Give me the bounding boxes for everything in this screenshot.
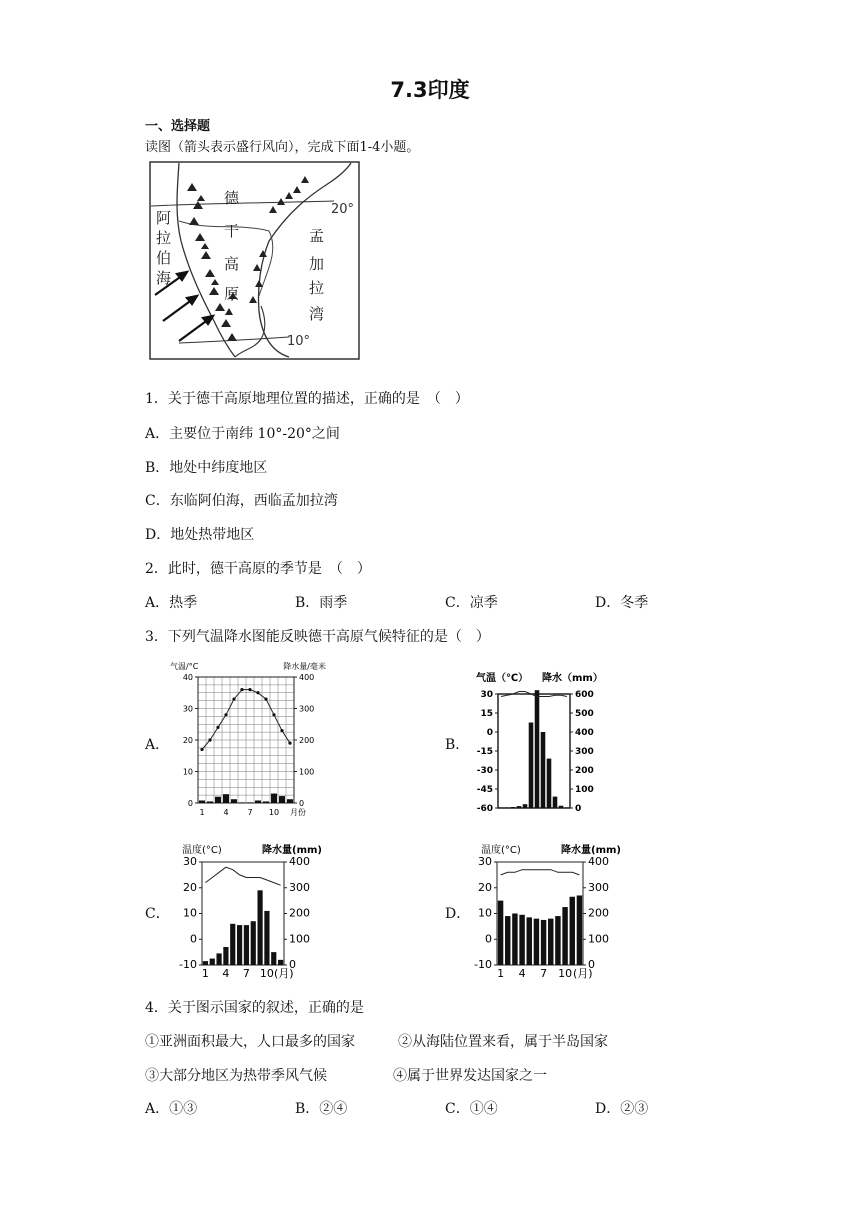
precip-tick-label: 200 xyxy=(299,736,315,745)
map-label-meng: 孟 xyxy=(309,227,325,245)
map-label-de: 德 xyxy=(224,189,240,207)
month-tick-label: 10 xyxy=(259,967,274,980)
month-tick-label: 4 xyxy=(222,967,230,980)
precip-bar xyxy=(255,800,261,803)
map-label-gao: 高 xyxy=(224,255,240,273)
precip-bar xyxy=(210,959,215,965)
temp-point xyxy=(240,688,243,691)
precip-tick-label: 200 xyxy=(575,766,594,776)
question-4-statement-3: ③大部分地区为热带季风气候 xyxy=(145,1068,327,1084)
question-4-option-d[interactable]: D．②③ xyxy=(595,1101,649,1117)
map-label-la2: 拉 xyxy=(309,279,325,297)
precip-bar xyxy=(577,895,582,965)
precip-bar xyxy=(230,924,235,965)
map-label-jia: 加 xyxy=(309,255,325,273)
precip-bar xyxy=(548,919,553,965)
precip-bar xyxy=(223,947,228,965)
temp-tick-label: 20 xyxy=(183,880,197,894)
chart-d-ylabel-right: 降水量(mm) xyxy=(561,845,621,856)
precip-bar xyxy=(251,921,256,965)
month-tick-label: 10 xyxy=(558,967,573,980)
precip-tick-label: 400 xyxy=(575,728,594,738)
temp-tick-label: 10 xyxy=(182,767,193,777)
question-1-option-a[interactable]: A．主要位于南纬 10°-20°之间 xyxy=(145,426,340,442)
temp-point xyxy=(224,713,227,716)
precip-bar xyxy=(264,911,269,965)
map-label-la: 拉 xyxy=(156,229,172,247)
chart-a-ylabel-right: 降水量/毫米 xyxy=(283,662,326,671)
precip-bar xyxy=(559,806,564,808)
question-4-statement-4: ④属于世界发达国家之一 xyxy=(393,1068,547,1084)
precip-bar xyxy=(541,732,546,808)
temp-tick-label: 30 xyxy=(183,855,197,868)
temp-point xyxy=(256,691,259,694)
temp-point xyxy=(208,738,211,741)
precip-bar xyxy=(263,801,269,803)
precip-bar xyxy=(207,801,213,803)
month-tick-label: 1 xyxy=(201,967,209,980)
temp-tick-label: 20 xyxy=(182,736,193,745)
month-tick-label: 7 xyxy=(242,967,250,980)
question-3-label-b[interactable]: B． xyxy=(445,737,470,753)
chart-b-ylabel-left: 气温（℃） xyxy=(476,673,529,684)
map-label-a: 阿 xyxy=(156,209,172,227)
lat-20-label: 20° xyxy=(331,202,355,217)
instruction-text: 读图（箭头表示盛行风向），完成下面1-4小题。 xyxy=(145,140,420,155)
precip-tick-label: 0 xyxy=(588,958,595,971)
temp-point xyxy=(200,748,203,751)
precip-bar xyxy=(519,915,524,965)
precip-bar xyxy=(203,961,208,965)
precip-bar xyxy=(239,802,245,803)
temp-tick-label: 15 xyxy=(480,709,493,719)
question-2-option-a[interactable]: A．热季 xyxy=(145,595,198,611)
precip-tick-label: 300 xyxy=(588,880,609,894)
precip-bar xyxy=(505,916,510,965)
section-heading: 一、选择题 xyxy=(145,119,211,134)
precip-bar xyxy=(562,907,567,965)
temp-tick-label: 30 xyxy=(478,855,492,868)
question-3-label-c[interactable]: C． xyxy=(145,906,170,922)
temp-tick-label: 20 xyxy=(478,880,492,894)
question-4-option-a[interactable]: A．①③ xyxy=(145,1101,198,1117)
temp-point xyxy=(264,697,267,700)
month-tick-label: 4 xyxy=(223,808,229,817)
plot-frame xyxy=(498,694,570,808)
x-axis-label: 月份 xyxy=(290,808,306,817)
precip-bar xyxy=(237,925,242,965)
question-3-label-d[interactable]: D． xyxy=(445,906,471,922)
temp-tick-label: 0 xyxy=(190,932,197,946)
temp-tick-label: -10 xyxy=(474,958,492,971)
question-1-option-b[interactable]: B．地处中纬度地区 xyxy=(145,460,268,476)
temp-point xyxy=(280,729,283,732)
x-axis-label: (月) xyxy=(573,967,593,980)
temp-point xyxy=(248,688,251,691)
precip-bar xyxy=(271,952,276,965)
question-4-stem: 4．关于图示国家的叙述，正确的是 xyxy=(145,1000,364,1016)
map-label-gan: 干 xyxy=(224,222,240,240)
temp-tick-label: -60 xyxy=(476,804,493,814)
precip-tick-label: 100 xyxy=(299,767,315,777)
precip-bar xyxy=(527,917,532,965)
temp-tick-label: -30 xyxy=(476,766,493,776)
precip-bar xyxy=(279,796,285,803)
precip-bar xyxy=(498,901,503,965)
precip-bar xyxy=(565,807,570,808)
temp-point xyxy=(232,697,235,700)
precip-bar xyxy=(555,916,560,965)
temp-tick-label: 10 xyxy=(183,906,197,920)
precip-bar xyxy=(547,759,552,808)
question-2-option-b[interactable]: B．雨季 xyxy=(295,595,348,611)
india-map xyxy=(149,161,361,361)
month-tick-label: 4 xyxy=(518,967,526,980)
precip-bar xyxy=(271,794,277,803)
chart-c-ylabel-left: 温度(°C) xyxy=(182,845,222,856)
precip-bar xyxy=(535,690,540,808)
precip-tick-label: 0 xyxy=(299,799,305,808)
map-label-bo: 伯 xyxy=(156,249,172,267)
precip-bar xyxy=(231,799,237,803)
temp-tick-label: 10 xyxy=(478,906,492,920)
temp-tick-label: 0 xyxy=(486,728,493,738)
question-1-option-c[interactable]: C．东临阿伯海，西临孟加拉湾 xyxy=(145,493,338,509)
climate-chart-d[interactable] xyxy=(471,840,621,985)
precip-bar xyxy=(257,890,262,965)
chart-b-ylabel-right: 降水（mm） xyxy=(542,673,603,684)
temp-tick-label: 0 xyxy=(187,799,193,808)
precip-tick-label: 400 xyxy=(299,673,315,682)
question-1-stem: 1．关于德干高原地理位置的描述，正确的是 （ ） xyxy=(145,391,469,407)
precip-tick-label: 100 xyxy=(289,932,310,946)
page-title: 7.3印度 xyxy=(390,78,470,102)
temp-tick-label: -15 xyxy=(476,747,493,757)
month-tick-label: 10 xyxy=(268,808,280,817)
precip-tick-label: 400 xyxy=(289,855,310,868)
precip-tick-label: 0 xyxy=(575,804,582,814)
map-label-yuan: 原 xyxy=(224,285,240,303)
temp-tick-label: 30 xyxy=(480,690,493,700)
temp-tick-label: 40 xyxy=(182,673,193,682)
question-2-option-c[interactable]: C．凉季 xyxy=(445,595,498,611)
question-2-option-d[interactable]: D．冬季 xyxy=(595,595,649,611)
map-label-wan: 湾 xyxy=(309,305,325,323)
precip-bar xyxy=(505,807,510,808)
precip-bar xyxy=(215,797,221,803)
precip-bar xyxy=(199,800,205,803)
precip-bar xyxy=(553,797,558,808)
precip-bar xyxy=(529,723,534,809)
climate-chart-c[interactable] xyxy=(172,840,322,985)
month-tick-label: 7 xyxy=(540,967,548,980)
precip-bar xyxy=(534,919,539,965)
precip-tick-label: 400 xyxy=(588,855,609,868)
precip-bar xyxy=(216,953,221,965)
lat-10-label: 10° xyxy=(287,334,311,349)
precip-tick-label: 0 xyxy=(289,958,296,971)
temp-tick-label: 30 xyxy=(182,704,193,714)
temp-line xyxy=(501,870,580,875)
chart-c-ylabel-right: 降水量(mm) xyxy=(262,845,322,856)
temp-point xyxy=(288,742,291,745)
temp-tick-label: -10 xyxy=(179,958,197,971)
precip-bar xyxy=(511,807,516,808)
precip-tick-label: 300 xyxy=(289,880,310,894)
precip-bar xyxy=(223,794,229,803)
question-3-label-a[interactable]: A． xyxy=(145,737,170,753)
precip-tick-label: 200 xyxy=(289,906,310,920)
temp-point xyxy=(216,726,219,729)
precip-tick-label: 300 xyxy=(299,704,315,714)
precip-bar xyxy=(499,807,504,808)
precip-bar xyxy=(570,897,575,965)
precip-bar xyxy=(247,802,253,803)
question-2-stem: 2．此时，德干高原的季节是 （ ） xyxy=(145,561,371,577)
question-4-statement-2: ②从海陆位置来看，属于半岛国家 xyxy=(398,1034,608,1050)
precip-bar xyxy=(244,925,249,965)
precip-tick-label: 200 xyxy=(588,906,609,920)
map-frame xyxy=(150,162,359,359)
map-label-hai: 海 xyxy=(156,269,172,287)
precip-tick-label: 500 xyxy=(575,709,594,719)
plot-frame xyxy=(202,862,284,965)
precip-bar xyxy=(523,804,528,808)
precip-tick-label: 300 xyxy=(575,747,594,757)
precip-bar xyxy=(287,799,293,803)
precip-bar xyxy=(512,914,517,966)
precip-bar xyxy=(541,920,546,965)
question-1-option-d[interactable]: D．地处热带地区 xyxy=(145,527,255,543)
climate-chart-b[interactable] xyxy=(472,668,612,816)
precip-tick-label: 100 xyxy=(588,932,609,946)
climate-chart-a[interactable] xyxy=(168,660,328,820)
question-4-statement-1: ①亚洲面积最大，人口最多的国家 xyxy=(145,1034,355,1050)
temp-point xyxy=(272,713,275,716)
x-axis-label: (月) xyxy=(274,967,294,980)
temp-tick-label: 0 xyxy=(485,932,492,946)
question-4-option-b[interactable]: B．②④ xyxy=(295,1101,348,1117)
question-4-option-c[interactable]: C．①④ xyxy=(445,1101,498,1117)
precip-bar xyxy=(278,960,283,965)
month-tick-label: 1 xyxy=(497,967,505,980)
temp-tick-label: -45 xyxy=(476,785,493,795)
precip-tick-label: 600 xyxy=(575,690,594,700)
month-tick-label: 1 xyxy=(199,808,205,817)
chart-d-ylabel-left: 温度(°C) xyxy=(481,845,521,856)
temp-line xyxy=(205,867,280,885)
precip-tick-label: 100 xyxy=(575,785,594,795)
month-tick-label: 7 xyxy=(247,808,253,817)
chart-a-ylabel-left: 气温/°C xyxy=(170,662,199,671)
precip-bar xyxy=(517,806,522,808)
question-3-stem: 3．下列气温降水图能反映德干高原气候特征的是（ ） xyxy=(145,629,490,645)
